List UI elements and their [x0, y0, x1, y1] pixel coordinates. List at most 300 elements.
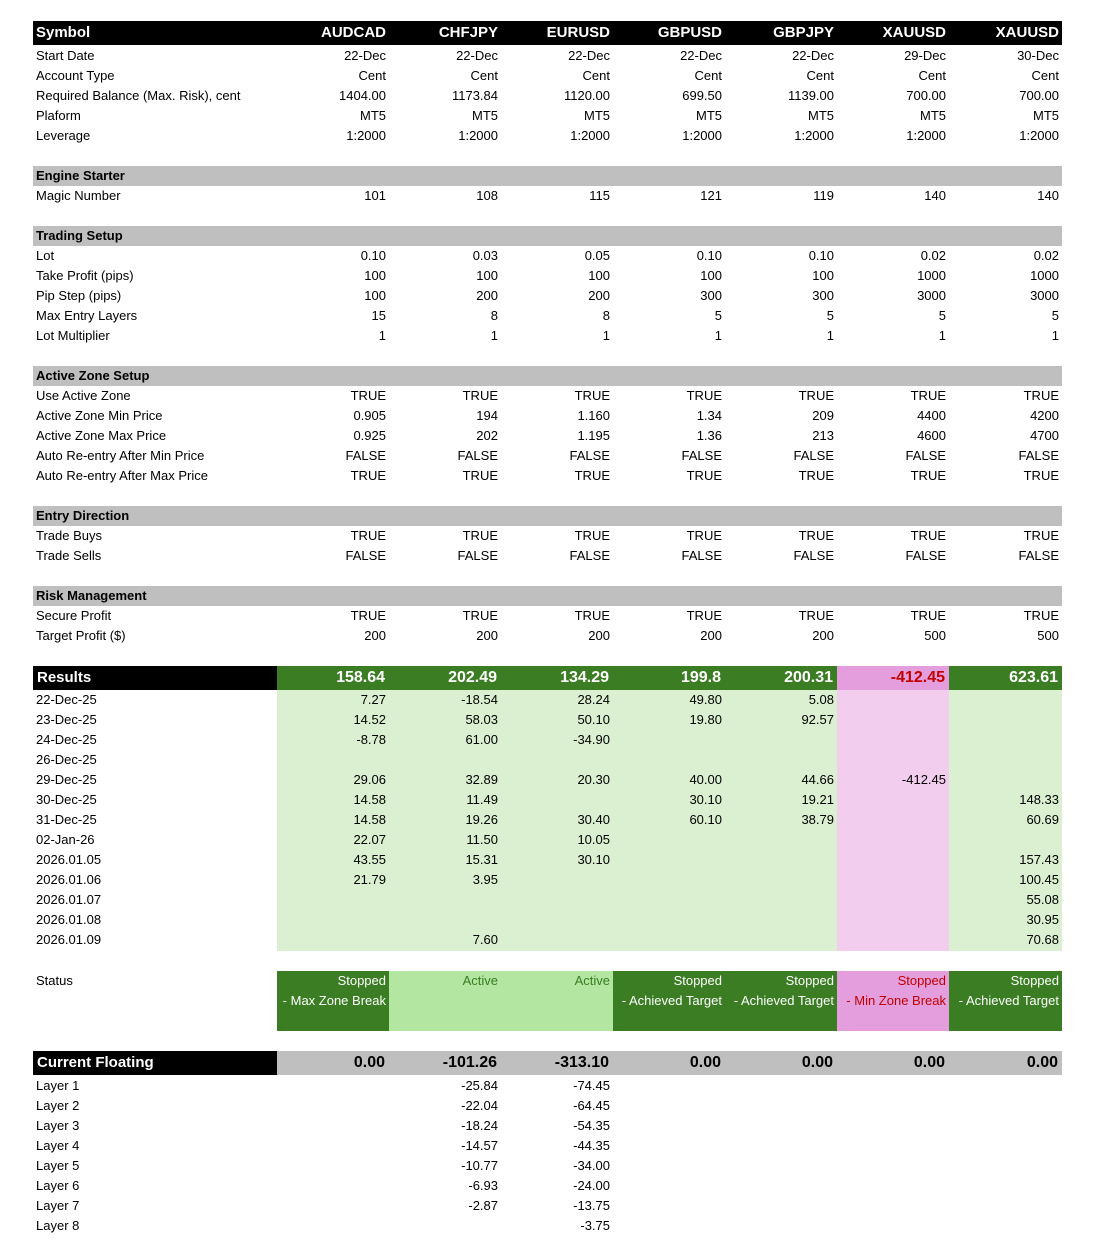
setting-value[interactable]: 1.195 — [577, 428, 610, 443]
layer-value[interactable]: -64.45 — [573, 1098, 610, 1113]
info-value[interactable]: Cent — [918, 68, 946, 83]
setting-value[interactable]: FALSE — [457, 548, 498, 563]
result-value[interactable]: 19.80 — [689, 712, 722, 727]
setting-value[interactable]: TRUE — [798, 528, 834, 543]
result-value[interactable]: 92.57 — [801, 712, 834, 727]
layer-value[interactable] — [725, 1116, 837, 1136]
result-date[interactable]: 2026.01.08 — [36, 912, 102, 927]
setting-value[interactable]: 1 — [378, 328, 386, 343]
setting-value[interactable]: TRUE — [462, 468, 498, 483]
result-value[interactable] — [837, 750, 949, 770]
result-value[interactable] — [725, 830, 837, 850]
info-label[interactable]: Start Date — [36, 48, 95, 63]
info-value[interactable]: MT5 — [584, 108, 610, 123]
result-value[interactable] — [613, 830, 725, 850]
layer-label[interactable]: Layer 1 — [36, 1078, 80, 1093]
result-value[interactable] — [725, 870, 837, 890]
setting-value[interactable]: 100 — [812, 268, 834, 283]
setting-value[interactable]: TRUE — [462, 388, 498, 403]
setting-value[interactable]: 101 — [364, 188, 386, 203]
setting-value[interactable]: TRUE — [574, 608, 610, 623]
info-label[interactable]: Leverage — [36, 128, 91, 143]
setting-value[interactable]: 140 — [1037, 188, 1059, 203]
layer-value[interactable] — [613, 1116, 725, 1136]
info-value[interactable]: 1:2000 — [1019, 128, 1059, 143]
info-value[interactable]: MT5 — [808, 108, 834, 123]
setting-value[interactable]: 1 — [826, 328, 834, 343]
setting-value[interactable]: 1 — [938, 328, 946, 343]
result-value[interactable] — [725, 890, 837, 910]
setting-value[interactable]: 4600 — [917, 428, 946, 443]
layer-value[interactable] — [949, 1096, 1062, 1116]
result-value[interactable] — [277, 750, 389, 770]
result-value[interactable]: 5.08 — [808, 692, 834, 707]
result-date[interactable]: 30-Dec-25 — [36, 792, 97, 807]
result-total[interactable]: 623.61 — [949, 666, 1062, 690]
result-value[interactable] — [389, 750, 501, 770]
layer-value[interactable]: -18.24 — [461, 1118, 498, 1133]
result-total[interactable]: 199.8 — [613, 666, 725, 690]
setting-value[interactable]: TRUE — [798, 608, 834, 623]
setting-value[interactable]: FALSE — [457, 448, 498, 463]
setting-value[interactable]: TRUE — [350, 608, 386, 623]
layer-value[interactable]: -3.75 — [580, 1218, 610, 1233]
info-value[interactable]: Cent — [358, 68, 386, 83]
info-label[interactable]: Plaform — [36, 108, 81, 123]
setting-label[interactable]: Use Active Zone — [36, 388, 131, 403]
result-value[interactable] — [837, 850, 949, 870]
setting-value[interactable]: FALSE — [681, 448, 722, 463]
result-value[interactable] — [277, 910, 389, 930]
setting-value[interactable]: 4700 — [1030, 428, 1059, 443]
setting-value[interactable]: 100 — [700, 268, 722, 283]
result-value[interactable]: 43.55 — [353, 852, 386, 867]
layer-value[interactable] — [949, 1136, 1062, 1156]
setting-value[interactable]: FALSE — [793, 448, 834, 463]
result-value[interactable] — [949, 770, 1062, 790]
layer-value[interactable]: -10.77 — [461, 1158, 498, 1173]
result-value[interactable] — [277, 890, 389, 910]
section-title[interactable]: Engine Starter — [36, 168, 125, 183]
setting-value[interactable]: 0.05 — [584, 248, 610, 263]
layer-value[interactable] — [725, 1176, 837, 1196]
result-value[interactable] — [613, 850, 725, 870]
info-value[interactable]: 1:2000 — [794, 128, 834, 143]
layer-value[interactable] — [949, 1176, 1062, 1196]
setting-value[interactable]: TRUE — [574, 528, 610, 543]
result-value[interactable]: -18.54 — [461, 692, 498, 707]
setting-value[interactable]: 0.10 — [808, 248, 834, 263]
status-cell[interactable] — [389, 971, 501, 1031]
setting-value[interactable]: 500 — [924, 628, 946, 643]
section-title[interactable]: Trading Setup — [36, 228, 123, 243]
setting-label[interactable]: Secure Profit — [36, 608, 112, 623]
setting-value[interactable]: FALSE — [345, 448, 386, 463]
result-value[interactable] — [837, 690, 949, 710]
info-value[interactable]: 29-Dec — [904, 48, 946, 63]
setting-value[interactable]: 1 — [714, 328, 722, 343]
result-total[interactable]: 202.49 — [389, 666, 501, 690]
layer-value[interactable] — [725, 1196, 837, 1216]
result-date[interactable]: 2026.01.07 — [36, 892, 102, 907]
symbol-header[interactable]: EURUSD — [546, 24, 610, 41]
setting-value[interactable]: FALSE — [793, 548, 834, 563]
info-value[interactable]: 1173.84 — [451, 88, 498, 103]
info-value[interactable]: 1120.00 — [563, 88, 610, 103]
layer-value[interactable] — [949, 1076, 1062, 1096]
result-value[interactable] — [949, 750, 1062, 770]
setting-value[interactable]: 108 — [476, 188, 498, 203]
result-value[interactable] — [837, 890, 949, 910]
layer-value[interactable] — [277, 1136, 389, 1156]
setting-value[interactable]: 5 — [938, 308, 946, 323]
setting-value[interactable]: 8 — [490, 308, 498, 323]
setting-value[interactable]: 500 — [1037, 628, 1059, 643]
result-value[interactable] — [389, 910, 501, 930]
result-value[interactable] — [389, 890, 501, 910]
info-value[interactable]: 22-Dec — [680, 48, 722, 63]
result-value[interactable] — [949, 710, 1062, 730]
result-value[interactable]: 10.05 — [577, 832, 610, 847]
layer-value[interactable]: -24.00 — [573, 1178, 610, 1193]
setting-value[interactable]: 213 — [812, 428, 834, 443]
result-total[interactable]: 134.29 — [501, 666, 613, 690]
setting-value[interactable]: FALSE — [905, 548, 946, 563]
setting-value[interactable]: TRUE — [1023, 608, 1059, 623]
result-value[interactable]: 20.30 — [577, 772, 610, 787]
info-value[interactable]: 1:2000 — [346, 128, 386, 143]
layer-label[interactable]: Layer 4 — [36, 1138, 80, 1153]
setting-value[interactable]: 100 — [364, 288, 386, 303]
setting-value[interactable]: TRUE — [1023, 468, 1059, 483]
setting-value[interactable]: TRUE — [462, 608, 498, 623]
setting-value[interactable]: TRUE — [910, 468, 946, 483]
layer-value[interactable] — [277, 1176, 389, 1196]
setting-value[interactable]: 194 — [476, 408, 498, 423]
result-value[interactable]: 21.79 — [353, 872, 386, 887]
setting-value[interactable]: FALSE — [905, 448, 946, 463]
result-value[interactable]: 14.52 — [353, 712, 386, 727]
setting-label[interactable]: Max Entry Layers — [36, 308, 138, 323]
result-value[interactable] — [837, 710, 949, 730]
info-value[interactable]: MT5 — [472, 108, 498, 123]
result-date[interactable]: 22-Dec-25 — [36, 692, 97, 707]
setting-value[interactable]: 1 — [602, 328, 610, 343]
setting-value[interactable]: 140 — [924, 188, 946, 203]
result-value[interactable]: 60.69 — [1026, 812, 1059, 827]
result-date[interactable]: 26-Dec-25 — [36, 752, 97, 767]
layer-value[interactable] — [725, 1216, 837, 1236]
info-value[interactable]: 22-Dec — [792, 48, 834, 63]
setting-value[interactable]: 115 — [589, 188, 610, 203]
result-date[interactable]: 02-Jan-26 — [36, 832, 95, 847]
result-value[interactable] — [613, 870, 725, 890]
result-value[interactable] — [725, 730, 837, 750]
setting-value[interactable]: 1.36 — [696, 428, 722, 443]
setting-value[interactable]: 8 — [602, 308, 610, 323]
setting-value[interactable]: TRUE — [686, 528, 722, 543]
result-value[interactable]: 29.06 — [353, 772, 386, 787]
setting-label[interactable]: Active Zone Max Price — [36, 428, 167, 443]
setting-label[interactable]: Trade Sells — [36, 548, 102, 563]
layer-value[interactable] — [277, 1076, 389, 1096]
result-value[interactable]: 14.58 — [353, 792, 386, 807]
result-value[interactable]: -412.45 — [901, 772, 946, 787]
symbol-header[interactable]: XAUUSD — [882, 24, 946, 41]
result-value[interactable] — [613, 890, 725, 910]
symbol-header[interactable]: GBPJPY — [773, 24, 834, 41]
setting-value[interactable]: 200 — [476, 288, 498, 303]
floating-total[interactable]: 0.00 — [613, 1051, 725, 1075]
setting-value[interactable]: 100 — [588, 268, 610, 283]
setting-value[interactable]: FALSE — [681, 548, 722, 563]
setting-value[interactable]: 0.02 — [920, 248, 946, 263]
result-value[interactable] — [613, 730, 725, 750]
setting-value[interactable]: TRUE — [350, 468, 386, 483]
setting-value[interactable]: 200 — [812, 628, 834, 643]
info-value[interactable]: Cent — [806, 68, 834, 83]
setting-value[interactable]: TRUE — [798, 468, 834, 483]
result-value[interactable]: 19.21 — [801, 792, 834, 807]
result-value[interactable]: 148.33 — [1019, 792, 1059, 807]
result-value[interactable]: 30.10 — [577, 852, 610, 867]
setting-value[interactable]: FALSE — [1018, 448, 1059, 463]
result-date[interactable]: 2026.01.06 — [36, 872, 102, 887]
result-value[interactable] — [613, 910, 725, 930]
result-total[interactable]: 200.31 — [725, 666, 837, 690]
info-value[interactable]: Cent — [694, 68, 722, 83]
section-title[interactable]: Risk Management — [36, 588, 147, 603]
setting-label[interactable]: Lot Multiplier — [36, 328, 110, 343]
setting-value[interactable]: FALSE — [1018, 548, 1059, 563]
info-value[interactable]: 22-Dec — [456, 48, 498, 63]
setting-label[interactable]: Take Profit (pips) — [36, 268, 134, 283]
result-date[interactable]: 23-Dec-25 — [36, 712, 97, 727]
setting-label[interactable]: Auto Re-entry After Min Price — [36, 448, 205, 463]
result-value[interactable] — [501, 790, 613, 810]
result-value[interactable]: 100.45 — [1019, 872, 1059, 887]
result-value[interactable] — [837, 790, 949, 810]
layer-value[interactable] — [277, 1096, 389, 1116]
info-value[interactable]: 699.50 — [682, 88, 722, 103]
layer-label[interactable]: Layer 5 — [36, 1158, 80, 1173]
setting-value[interactable]: TRUE — [910, 608, 946, 623]
result-value[interactable] — [613, 750, 725, 770]
symbol-header[interactable]: GBPUSD — [657, 24, 722, 41]
setting-label[interactable]: Lot — [36, 248, 55, 263]
result-value[interactable] — [725, 910, 837, 930]
layer-value[interactable] — [277, 1116, 389, 1136]
info-value[interactable]: MT5 — [920, 108, 946, 123]
symbol-header[interactable]: AUDCAD — [321, 24, 386, 41]
setting-label[interactable]: Target Profit ($) — [36, 628, 126, 643]
result-date[interactable]: 2026.01.05 — [36, 852, 102, 867]
layer-value[interactable]: -2.87 — [468, 1198, 498, 1213]
result-value[interactable]: 157.43 — [1019, 852, 1059, 867]
header-label[interactable]: Symbol — [36, 24, 91, 41]
setting-value[interactable]: 1000 — [917, 268, 946, 283]
setting-value[interactable]: 0.10 — [696, 248, 722, 263]
layer-value[interactable] — [837, 1076, 949, 1096]
layer-value[interactable] — [389, 1216, 501, 1236]
layer-value[interactable]: -25.84 — [461, 1078, 498, 1093]
layer-value[interactable] — [277, 1216, 389, 1236]
setting-value[interactable]: TRUE — [462, 528, 498, 543]
layer-value[interactable] — [725, 1136, 837, 1156]
layer-value[interactable] — [837, 1116, 949, 1136]
result-value[interactable]: 55.08 — [1026, 892, 1059, 907]
result-value[interactable] — [725, 930, 837, 950]
layer-value[interactable] — [949, 1116, 1062, 1136]
setting-value[interactable]: TRUE — [574, 468, 610, 483]
setting-label[interactable]: Trade Buys — [36, 528, 102, 543]
result-value[interactable]: 58.03 — [465, 712, 498, 727]
floating-total[interactable]: -313.10 — [501, 1051, 613, 1075]
result-value[interactable]: 30.40 — [577, 812, 610, 827]
layer-value[interactable] — [837, 1196, 949, 1216]
status-cell[interactable] — [949, 971, 1062, 1031]
result-value[interactable] — [837, 910, 949, 930]
info-value[interactable]: MT5 — [360, 108, 386, 123]
setting-value[interactable]: 5 — [1051, 308, 1059, 323]
result-date[interactable]: 2026.01.09 — [36, 932, 102, 947]
setting-value[interactable]: 0.02 — [1033, 248, 1059, 263]
floating-total[interactable]: -101.26 — [389, 1051, 501, 1075]
result-value[interactable]: 28.24 — [577, 692, 610, 707]
symbol-header[interactable]: CHFJPY — [438, 24, 498, 41]
layer-value[interactable] — [725, 1076, 837, 1096]
setting-value[interactable]: 200 — [364, 628, 386, 643]
result-value[interactable]: 40.00 — [689, 772, 722, 787]
result-value[interactable]: 19.26 — [465, 812, 498, 827]
setting-value[interactable]: 200 — [588, 628, 610, 643]
layer-value[interactable] — [613, 1156, 725, 1176]
info-value[interactable]: 1:2000 — [570, 128, 610, 143]
setting-value[interactable]: 3000 — [917, 288, 946, 303]
status-cell[interactable] — [613, 971, 725, 1031]
setting-value[interactable]: 5 — [714, 308, 722, 323]
result-value[interactable] — [613, 930, 725, 950]
setting-value[interactable]: 15 — [371, 308, 386, 323]
setting-value[interactable]: 4200 — [1030, 408, 1059, 423]
layer-value[interactable] — [613, 1136, 725, 1156]
result-value[interactable] — [501, 890, 613, 910]
result-value[interactable] — [501, 930, 613, 950]
layer-value[interactable]: -6.93 — [468, 1178, 498, 1193]
result-date[interactable]: 24-Dec-25 — [36, 732, 97, 747]
info-value[interactable]: MT5 — [1033, 108, 1059, 123]
setting-value[interactable]: 1 — [490, 328, 498, 343]
setting-value[interactable]: TRUE — [1023, 388, 1059, 403]
result-value[interactable]: 49.80 — [689, 692, 722, 707]
result-value[interactable] — [501, 870, 613, 890]
setting-label[interactable]: Active Zone Min Price — [36, 408, 163, 423]
result-value[interactable]: 60.10 — [689, 812, 722, 827]
result-value[interactable]: 11.50 — [466, 832, 498, 847]
info-value[interactable]: MT5 — [696, 108, 722, 123]
result-total[interactable]: -412.45 — [837, 666, 949, 690]
setting-value[interactable]: 0.925 — [353, 428, 386, 443]
section-title[interactable]: Entry Direction — [36, 508, 130, 523]
layer-label[interactable]: Layer 8 — [36, 1218, 80, 1233]
setting-value[interactable]: TRUE — [686, 608, 722, 623]
layer-value[interactable]: -13.75 — [573, 1198, 610, 1213]
result-value[interactable]: 30.95 — [1026, 912, 1059, 927]
info-value[interactable]: 700.00 — [1019, 88, 1059, 103]
result-value[interactable]: 7.27 — [360, 692, 386, 707]
result-date[interactable]: 31-Dec-25 — [36, 812, 97, 827]
setting-value[interactable]: 0.03 — [472, 248, 498, 263]
info-label[interactable]: Required Balance (Max. Risk), cent — [36, 88, 241, 103]
result-value[interactable]: 30.10 — [689, 792, 722, 807]
result-value[interactable] — [949, 830, 1062, 850]
setting-value[interactable]: 300 — [700, 288, 722, 303]
layer-label[interactable]: Layer 2 — [36, 1098, 80, 1113]
result-value[interactable] — [837, 870, 949, 890]
info-label[interactable]: Account Type — [36, 68, 115, 83]
result-value[interactable]: 3.95 — [472, 872, 498, 887]
info-value[interactable]: 1:2000 — [906, 128, 946, 143]
floating-total[interactable]: 0.00 — [277, 1051, 389, 1075]
layer-value[interactable] — [837, 1096, 949, 1116]
layer-value[interactable] — [613, 1096, 725, 1116]
info-value[interactable]: 1139.00 — [787, 88, 834, 103]
result-value[interactable]: 50.10 — [577, 712, 610, 727]
setting-value[interactable]: 0.905 — [353, 408, 386, 423]
layer-value[interactable]: -34.00 — [573, 1158, 610, 1173]
setting-value[interactable]: 100 — [364, 268, 386, 283]
setting-label[interactable]: Auto Re-entry After Max Price — [36, 468, 208, 483]
result-value[interactable]: 38.79 — [801, 812, 834, 827]
result-value[interactable]: 11.49 — [466, 792, 498, 807]
section-title[interactable]: Active Zone Setup — [36, 368, 150, 383]
info-value[interactable]: Cent — [582, 68, 610, 83]
setting-value[interactable]: 1.34 — [696, 408, 722, 423]
setting-value[interactable]: 200 — [588, 288, 610, 303]
layer-label[interactable]: Layer 6 — [36, 1178, 80, 1193]
status-cell[interactable] — [501, 971, 613, 1031]
setting-value[interactable]: 200 — [700, 628, 722, 643]
info-value[interactable]: 1404.00 — [339, 88, 386, 103]
setting-value[interactable]: TRUE — [910, 528, 946, 543]
result-value[interactable] — [277, 930, 389, 950]
layer-label[interactable]: Layer 3 — [36, 1118, 80, 1133]
info-value[interactable]: 22-Dec — [344, 48, 386, 63]
setting-value[interactable]: 121 — [700, 188, 722, 203]
floating-total[interactable]: 0.00 — [949, 1051, 1062, 1075]
symbol-header[interactable]: XAUUSD — [995, 24, 1059, 41]
floating-total[interactable]: 0.00 — [725, 1051, 837, 1075]
setting-value[interactable]: TRUE — [350, 388, 386, 403]
layer-value[interactable] — [949, 1196, 1062, 1216]
setting-value[interactable]: TRUE — [686, 468, 722, 483]
setting-value[interactable]: 3000 — [1030, 288, 1059, 303]
result-value[interactable] — [949, 730, 1062, 750]
result-value[interactable]: 14.58 — [353, 812, 386, 827]
setting-value[interactable]: FALSE — [569, 448, 610, 463]
layer-value[interactable] — [277, 1196, 389, 1216]
status-cell[interactable] — [277, 971, 389, 1031]
setting-value[interactable]: 1000 — [1030, 268, 1059, 283]
layer-value[interactable]: -54.35 — [573, 1118, 610, 1133]
result-date[interactable]: 29-Dec-25 — [36, 772, 97, 787]
layer-value[interactable]: -22.04 — [461, 1098, 498, 1113]
info-value[interactable]: Cent — [470, 68, 498, 83]
status-label[interactable]: Status — [36, 973, 73, 988]
result-value[interactable] — [501, 910, 613, 930]
result-total[interactable]: 158.64 — [277, 666, 389, 690]
floating-total[interactable]: 0.00 — [837, 1051, 949, 1075]
